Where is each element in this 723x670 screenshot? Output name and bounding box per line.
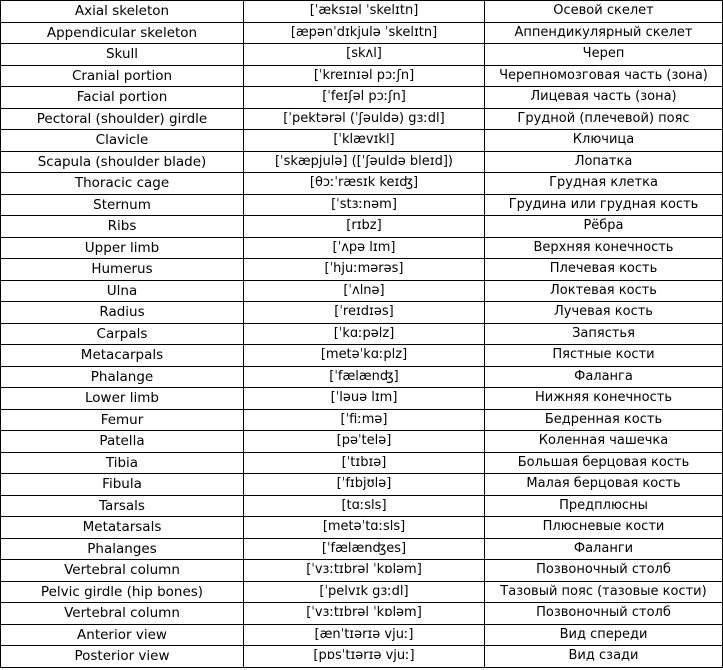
table-row — [1, 646, 723, 668]
ipa-cell: [æpənˈdɪkjulə ˈskelɪtn] — [244, 22, 485, 44]
ipa-cell: [ˈreɪdɪəs] — [244, 302, 485, 324]
table-row — [1, 624, 723, 646]
translation-cell: Череп — [485, 44, 723, 66]
term-cell: Vertebral column — [1, 603, 244, 625]
translation-cell: Рёбра — [485, 216, 723, 238]
term-cell: Phalanges — [1, 538, 244, 560]
ipa-cell: [ˈtɪbɪə] — [244, 452, 485, 474]
table-row — [1, 323, 723, 345]
translation-cell: Аппендикулярный скелет — [485, 22, 723, 44]
ipa-cell: [ˈpektərəl (ˈʃəuldə) gɜːdl] — [244, 108, 485, 130]
ipa-cell: [ˈfiːmə] — [244, 409, 485, 431]
table-row — [1, 22, 723, 44]
translation-cell: Коленная чашечка — [485, 431, 723, 453]
term-cell: Upper limb — [1, 237, 244, 259]
table-row — [1, 194, 723, 216]
translation-cell: Лучевая кость — [485, 302, 723, 324]
ipa-cell: [ænˈtɪərɪə vjuː] — [244, 624, 485, 646]
translation-cell: Фаланга — [485, 366, 723, 388]
translation-cell: Локтевая кость — [485, 280, 723, 302]
table-row — [1, 560, 723, 582]
term-cell: Skull — [1, 44, 244, 66]
table-row — [1, 409, 723, 431]
translation-cell: Грудной (плечевой) пояс — [485, 108, 723, 130]
ipa-cell: [ˈstɜːnəm] — [244, 194, 485, 216]
term-cell: Axial skeleton — [1, 1, 244, 23]
ipa-cell: [ˈæksɪəl ˈskelɪtn] — [244, 1, 485, 23]
translation-cell: Позвоночный столб — [485, 560, 723, 582]
term-cell: Phalange — [1, 366, 244, 388]
ipa-cell: [ˈfeɪʃəl pɔːʃn] — [244, 87, 485, 109]
vocabulary-table-body — [1, 1, 723, 668]
table-row — [1, 237, 723, 259]
table-row — [1, 452, 723, 474]
translation-cell: Верхняя конечность — [485, 237, 723, 259]
term-cell: Tarsals — [1, 495, 244, 517]
term-cell: Facial portion — [1, 87, 244, 109]
translation-cell: Осевой скелет — [485, 1, 723, 23]
table-row — [1, 173, 723, 195]
ipa-cell: [ˈklævɪkl] — [244, 130, 485, 152]
term-cell: Metatarsals — [1, 517, 244, 539]
table-row — [1, 259, 723, 281]
term-cell: Femur — [1, 409, 244, 431]
ipa-cell: [metəˈkɑːplz] — [244, 345, 485, 367]
ipa-cell: [tɑːsls] — [244, 495, 485, 517]
table-row — [1, 517, 723, 539]
table-row — [1, 151, 723, 173]
table-row — [1, 603, 723, 625]
ipa-cell: [ˈvɜːtɪbrəl ˈkɒləm] — [244, 603, 485, 625]
table-row — [1, 581, 723, 603]
translation-cell: Тазовый пояс (тазовые кости) — [485, 581, 723, 603]
term-cell: Sternum — [1, 194, 244, 216]
ipa-cell: [ˈfælænʤes] — [244, 538, 485, 560]
translation-cell: Ключица — [485, 130, 723, 152]
table-row — [1, 474, 723, 496]
table-row — [1, 345, 723, 367]
ipa-cell: [rɪbz] — [244, 216, 485, 238]
ipa-cell: [ˈkreɪnɪəl pɔːʃn] — [244, 65, 485, 87]
term-cell: Vertebral column — [1, 560, 244, 582]
ipa-cell: [ˈfɪbjʊlə] — [244, 474, 485, 496]
translation-cell: Позвоночный столб — [485, 603, 723, 625]
ipa-cell: [metəˈtɑːsls] — [244, 517, 485, 539]
term-cell: Anterior view — [1, 624, 244, 646]
term-cell: Appendicular skeleton — [1, 22, 244, 44]
translation-cell: Малая берцовая кость — [485, 474, 723, 496]
table-row — [1, 431, 723, 453]
table-row — [1, 280, 723, 302]
term-cell: Ribs — [1, 216, 244, 238]
table-row — [1, 44, 723, 66]
ipa-cell: [ˈləuə lɪm] — [244, 388, 485, 410]
term-cell: Pelvic girdle (hip bones) — [1, 581, 244, 603]
table-row — [1, 130, 723, 152]
translation-cell: Бедренная кость — [485, 409, 723, 431]
translation-cell: Нижняя конечность — [485, 388, 723, 410]
term-cell: Radius — [1, 302, 244, 324]
ipa-cell: [ˈpelvɪk gɜːdl] — [244, 581, 485, 603]
term-cell: Fibula — [1, 474, 244, 496]
translation-cell: Запястья — [485, 323, 723, 345]
ipa-cell: [pəˈtelə] — [244, 431, 485, 453]
ipa-cell: [pɒsˈtɪərɪə vjuː] — [244, 646, 485, 668]
table-row — [1, 388, 723, 410]
term-cell: Scapula (shoulder blade) — [1, 151, 244, 173]
translation-cell: Черепномозговая часть (зона) — [485, 65, 723, 87]
ipa-cell: [ˈʌlnə] — [244, 280, 485, 302]
term-cell: Lower limb — [1, 388, 244, 410]
term-cell: Metacarpals — [1, 345, 244, 367]
term-cell: Clavicle — [1, 130, 244, 152]
term-cell: Tibia — [1, 452, 244, 474]
table-row — [1, 216, 723, 238]
table-row — [1, 65, 723, 87]
term-cell: Humerus — [1, 259, 244, 281]
translation-cell: Фаланги — [485, 538, 723, 560]
translation-cell: Лопатка — [485, 151, 723, 173]
ipa-cell: [ˈfælænʤ] — [244, 366, 485, 388]
table-row — [1, 366, 723, 388]
translation-cell: Грудина или грудная кость — [485, 194, 723, 216]
table-row — [1, 495, 723, 517]
translation-cell: Грудная клетка — [485, 173, 723, 195]
translation-cell: Лицевая часть (зона) — [485, 87, 723, 109]
term-cell: Pectoral (shoulder) girdle — [1, 108, 244, 130]
term-cell: Ulna — [1, 280, 244, 302]
translation-cell: Вид сзади — [485, 646, 723, 668]
table-row — [1, 1, 723, 23]
term-cell: Patella — [1, 431, 244, 453]
ipa-cell: [ˈkɑːpəlz] — [244, 323, 485, 345]
ipa-cell: [θɔːˈræsɪk keɪʤ] — [244, 173, 485, 195]
table-row — [1, 87, 723, 109]
table-row — [1, 302, 723, 324]
term-cell: Posterior view — [1, 646, 244, 668]
translation-cell: Пястные кости — [485, 345, 723, 367]
ipa-cell: [ˈvɜːtɪbrəl ˈkɒləm] — [244, 560, 485, 582]
ipa-cell: [ˈʌpə lɪm] — [244, 237, 485, 259]
ipa-cell: [ˈhjuːmərəs] — [244, 259, 485, 281]
translation-cell: Плюсневые кости — [485, 517, 723, 539]
table-row — [1, 538, 723, 560]
translation-cell: Предплюсны — [485, 495, 723, 517]
translation-cell: Большая берцовая кость — [485, 452, 723, 474]
translation-cell: Вид спереди — [485, 624, 723, 646]
table-row — [1, 108, 723, 130]
ipa-cell: [skʌl] — [244, 44, 485, 66]
translation-cell: Плечевая кость — [485, 259, 723, 281]
term-cell: Thoracic cage — [1, 173, 244, 195]
ipa-cell: [ˈskæpjulə] ([ˈʃəuldə bleɪd]) — [244, 151, 485, 173]
term-cell: Carpals — [1, 323, 244, 345]
term-cell: Cranial portion — [1, 65, 244, 87]
